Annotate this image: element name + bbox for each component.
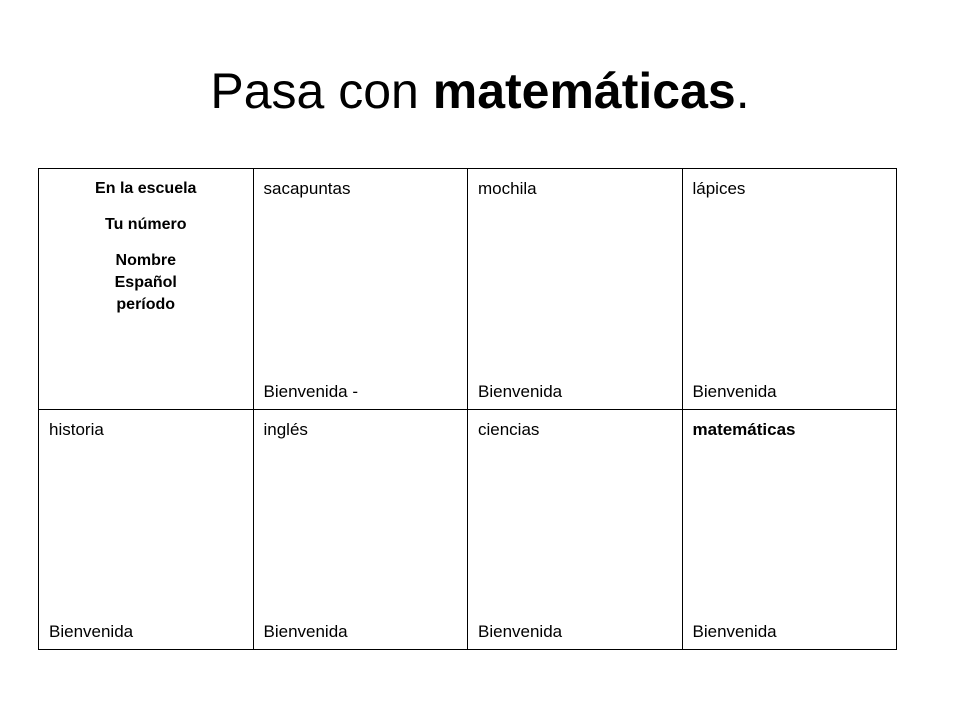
cell-greeting: Bienvenida: [49, 622, 134, 641]
table-cell-ciencias[interactable]: [468, 409, 683, 650]
table-cell-school-info: [39, 169, 254, 410]
table-cell-sacapuntas[interactable]: [253, 169, 468, 410]
slide-title: [0, 55, 960, 127]
cell-word: mochila: [478, 179, 537, 198]
table-row: [39, 409, 897, 650]
table-cell-historia[interactable]: [39, 409, 254, 650]
table-cell-lapices[interactable]: [682, 169, 897, 410]
title-prefix: Pasa con: [210, 63, 433, 119]
cell-word: matemáticas: [692, 419, 796, 439]
school-heading: En la escuela: [95, 180, 197, 197]
table-cell-matematicas[interactable]: [682, 409, 897, 650]
class-grid-table: [38, 168, 897, 650]
cell-word: historia: [49, 419, 104, 439]
cell-word: sacapuntas: [263, 179, 351, 198]
cell-greeting: Bienvenida: [692, 381, 777, 401]
name-label: Nombre: [115, 252, 176, 269]
period-label: período: [116, 296, 176, 313]
title-suffix: .: [735, 63, 750, 119]
cell-greeting: Bienvenida -: [263, 381, 359, 401]
cell-greeting: Bienvenida: [478, 622, 563, 641]
title-emphasis: matemáticas: [432, 63, 736, 119]
spanish-label: Español: [114, 274, 177, 291]
table-row: [39, 169, 897, 410]
cell-word: lápices: [692, 179, 746, 198]
student-number-label: Tu número: [105, 216, 187, 233]
school-info-block: [39, 178, 253, 316]
cell-greeting: Bienvenida: [478, 381, 563, 401]
table-cell-mochila[interactable]: [468, 169, 683, 410]
table-cell-ingles[interactable]: [253, 409, 468, 650]
cell-greeting: Bienvenida: [263, 622, 348, 641]
cell-word: inglés: [263, 419, 308, 439]
cell-greeting: Bienvenida: [692, 622, 777, 641]
cell-word: ciencias: [478, 419, 540, 439]
